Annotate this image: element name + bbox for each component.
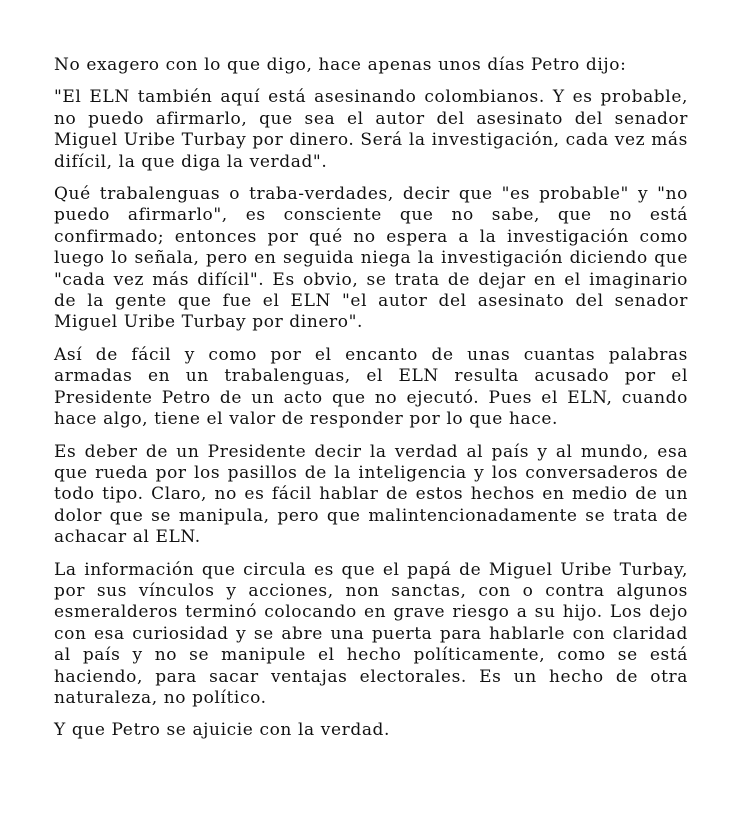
paragraph-intro: No exagero con lo que digo, hace apenas unos días Petro dijo: [54, 55, 627, 75]
document-body [54, 55, 688, 753]
paragraph-closing: Y que Petro se ajuicie con la verdad. [54, 720, 391, 741]
paragraph-quote: "El ELN también aquí está asesinando colombianos. Y es probable, no puedo afirmarlo, que sea el autor del asesinato del senador Miguel Uribe Turbay por dinero. Será la investigación, cada vez más difícil, la que diga la verdad". [54, 87, 688, 172]
paragraph-trabalenguas: Qué trabalenguas o traba-verdades, decir que "es probable" y "no puedo afirmarlo", es consciente que no sabe, que no está confirmado; entonces por qué no espera a la investigación como luego lo señala, pero en seguida niega la investigación diciendo que "cada vez más difícil". Es obvio, se trata de dejar en el imaginario de la gente que fue el ELN "el autor del asesinato del senador Miguel Uribe Turbay por dinero". [54, 184, 688, 333]
paragraph-informacion: La información que circula es que el papá de Miguel Uribe Turbay, por sus vínculos y acciones, non sanctas, con o contra algunos esmeralderos terminó colocando en grave riesgo a su hijo. Los dejo con esa curiosidad y se abre una puerta para hablarle con claridad al país y no se manipule el hecho políticamente, como se está haciendo, para sacar ventajas electorales. Es un hecho de otra naturaleza, no político. [54, 559, 688, 708]
paragraph-acusacion: Así de fácil y como por el encanto de unas cuantas palabras armadas en un trabalenguas, el ELN resulta acusado por el Presidente Petro de un acto que no ejecutó. Pues el ELN, cuando hace algo, tiene el valor de responder por lo que hace. [54, 344, 688, 430]
paragraph-deber-presidente: Es deber de un Presidente decir la verdad al país y al mundo, esa que rueda por los pasillos de la inteligencia y los conversaderos de todo tipo. Claro, no es fácil hablar de estos hechos en medio de un dolor que se manipula, pero que malintencionadamente se trata de achacar al ELN. [54, 441, 688, 548]
